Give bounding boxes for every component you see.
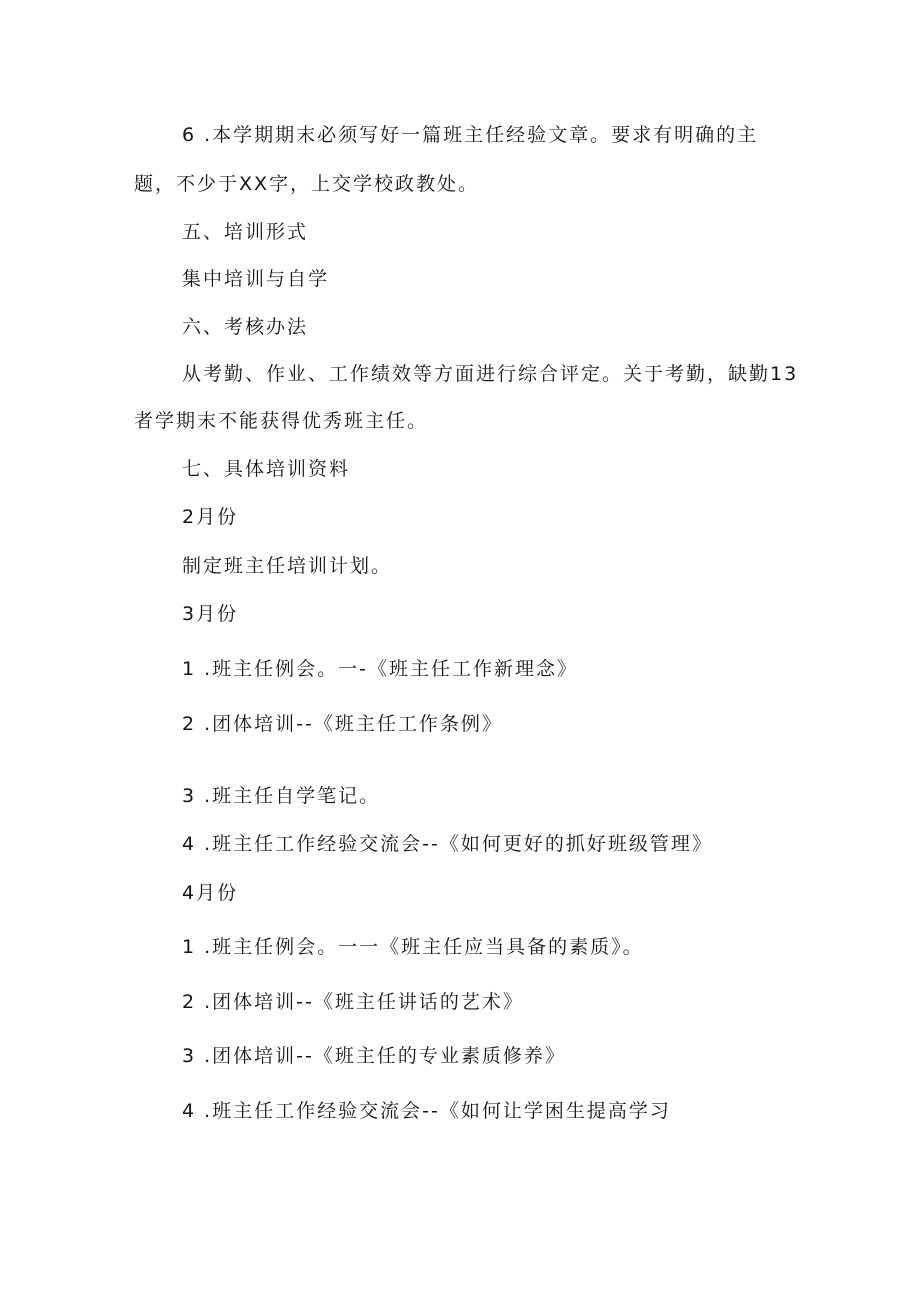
assessment-line-2: 者学期末不能获得优秀班主任。 [134, 410, 429, 432]
paragraph-6-line-2: 题，不少于XX字，上交学校政教处。 [134, 173, 480, 195]
training-form-text: 集中培训与自学 [182, 268, 330, 290]
month-february-heading: 2月份 [182, 506, 239, 528]
month-march-heading: 3月份 [182, 603, 239, 625]
section-heading-7: 七、具体培训资料 [182, 458, 351, 480]
paragraph-6-line-1: 6 .本学期期末必须写好一篇班主任经验文章。要求有明确的主 [182, 124, 759, 146]
march-item-4: 4 .班主任工作经验交流会--《如何更好的抓好班级管理》 [182, 833, 713, 855]
assessment-line-1: 从考勤、作业、工作绩效等方面进行综合评定。关于考勤，缺勤13 [182, 363, 799, 385]
april-item-1: 1 .班主任例会。一一《班主任应当具备的素质》。 [182, 936, 644, 958]
march-item-1: 1 .班主任例会。一-《班主任工作新理念》 [182, 658, 579, 680]
april-item-2: 2 .团体培训--《班主任讲话的艺术》 [182, 991, 524, 1013]
march-item-2: 2 .团体培训--《班主任工作条例》 [182, 713, 503, 735]
april-item-4: 4 .班主任工作经验交流会--《如何让学困生提高学习 [182, 1100, 671, 1122]
month-april-heading: 4月份 [182, 882, 239, 904]
section-heading-5: 五、培训形式 [182, 221, 309, 243]
february-item: 制定班主任培训计划。 [182, 555, 393, 577]
april-item-3: 3 .团体培训--《班主任的专业素质修养》 [182, 1045, 566, 1067]
section-heading-6: 六、考核办法 [182, 316, 309, 338]
march-item-3: 3 .班主任自学笔记。 [182, 785, 381, 807]
